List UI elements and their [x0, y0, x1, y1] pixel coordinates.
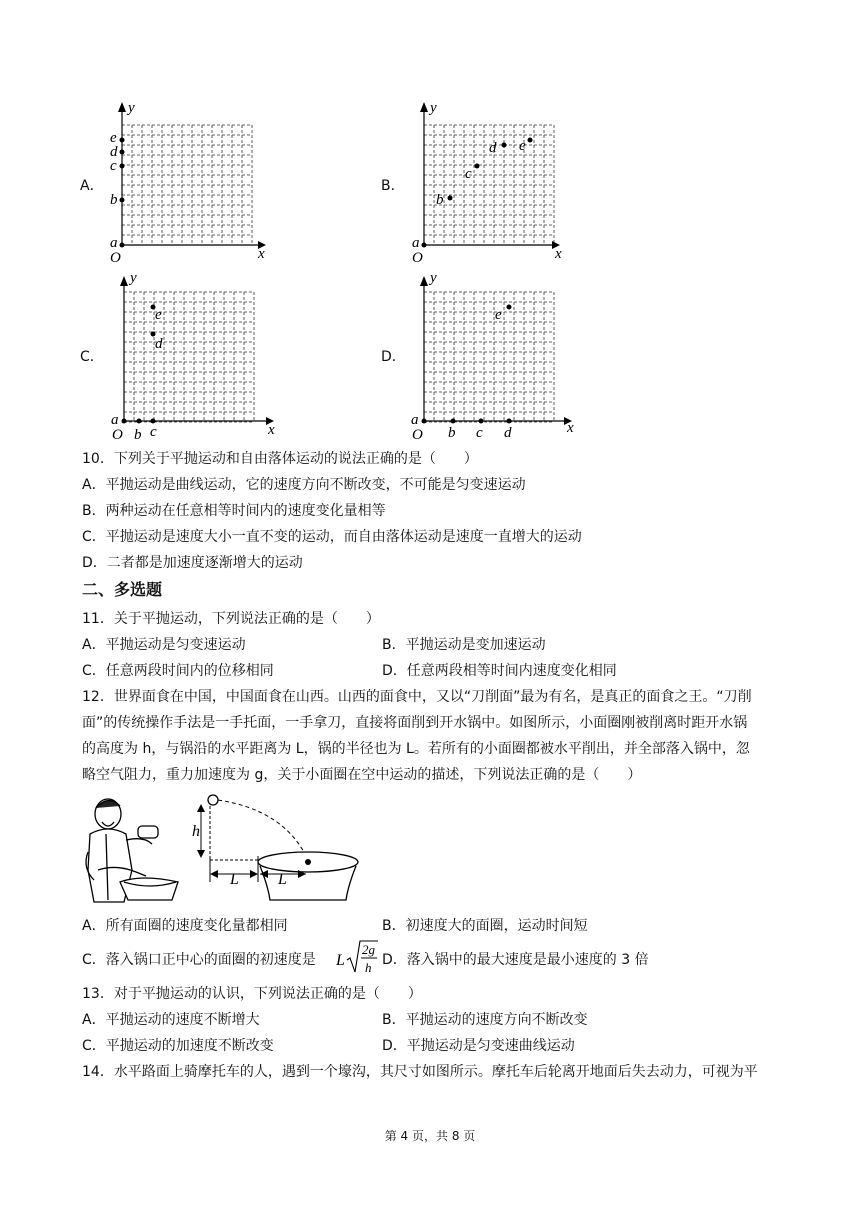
point-b [120, 198, 125, 203]
point-c-label: c [110, 158, 117, 174]
point-c-label: c [476, 425, 483, 441]
graph-d [402, 270, 584, 442]
point-e-label: e [110, 130, 117, 146]
option-c-label: C． [80, 349, 104, 365]
point-d [120, 150, 125, 155]
noodle-figure [80, 790, 365, 910]
origin-label: O [412, 250, 423, 266]
page-footer: 第 4 页，共 8 页 [384, 1129, 476, 1143]
y-axis-label: y [128, 100, 135, 116]
q13-option-d: D．平抛运动是匀变速曲线运动 [382, 1038, 575, 1054]
point-a [120, 243, 125, 248]
x-axis-label: x [258, 246, 265, 262]
q11-option-c: C．任意两段时间内的位移相同 [82, 663, 274, 679]
point-b-label: b [436, 192, 444, 208]
distance-label-1: L [230, 871, 239, 888]
graph-a [100, 100, 280, 270]
q13-option-c: C．平抛运动的加速度不断改变 [82, 1038, 274, 1054]
q11-option-b: B．平抛运动是变加速运动 [382, 637, 546, 653]
q12-option-d: D．落入锅中的最大速度是最小速度的 3 倍 [382, 952, 649, 968]
point-e [528, 138, 533, 143]
point-a-label: a [412, 235, 420, 251]
x-axis-label: x [555, 246, 562, 262]
q12-option-c-text: C．落入锅口正中心的面圈的初速度是 [82, 952, 316, 968]
point-a [122, 419, 127, 424]
sqrt-denominator: h [365, 960, 372, 975]
option-a-label: A． [80, 178, 104, 194]
height-label: h [192, 823, 200, 840]
point-c-label: c [150, 424, 157, 440]
section-heading: 二、多选题 [82, 580, 163, 599]
q13-option-a: A．平抛运动的速度不断增大 [82, 1012, 260, 1028]
sqrt-coefficient: L [336, 952, 345, 969]
point-c [479, 419, 484, 424]
point-b-label: b [110, 192, 118, 208]
y-axis-label: y [130, 270, 137, 286]
graph-c [104, 270, 284, 442]
point-c-label: c [465, 166, 472, 182]
q11-option-a: A．平抛运动是匀变速运动 [82, 637, 246, 653]
y-axis-label: y [430, 270, 437, 286]
point-d-label: d [504, 425, 512, 441]
chef-illustration [86, 799, 178, 902]
point-c [475, 164, 480, 169]
q12-option-b: B．初速度大的面圈，运动时间短 [382, 918, 588, 934]
q14-line-1: 14．水平路面上骑摩托车的人，遇到一个壕沟，其尺寸如图所示。摩托车后轮离开地面后失去动力，可视为平 [82, 1064, 758, 1080]
pot-center [305, 859, 311, 865]
q10-option-a: A．平抛运动是曲线运动，它的速度方向不断改变，不可能是匀变速运动 [82, 477, 526, 493]
q12-line-2: 面”的传统操作手法是一手托面，一手拿刀，直接将面削到开水锅中。如图所示，小面圈刚被削离时距开水锅 [82, 715, 748, 731]
point-e-label: e [495, 307, 502, 323]
point-c [120, 164, 125, 169]
point-d-label: d [155, 336, 163, 352]
option-d-label: D． [381, 349, 406, 365]
trajectory-path [218, 800, 308, 860]
point-a-label: a [111, 412, 119, 428]
point-e-label: e [155, 307, 162, 323]
sqrt-numerator: 2g [362, 942, 375, 957]
point-a-label: a [411, 412, 419, 428]
point-d [507, 419, 512, 424]
point-d-label: d [489, 140, 497, 156]
point-a [422, 243, 427, 248]
q13-option-b: B．平抛运动的速度方向不断改变 [382, 1012, 588, 1028]
q13-stem: 13．对于平抛运动的认识，下列说法正确的是（ ） [82, 986, 422, 1002]
point-e [120, 138, 125, 143]
sqrt-expression [336, 938, 380, 978]
x-axis-label: x [567, 420, 574, 436]
q11-option-d: D．任意两段相等时间内速度变化相同 [382, 663, 617, 679]
q11-stem: 11．关于平抛运动，下列说法正确的是（ ） [82, 611, 380, 627]
q12-line-1: 12．世界面食在中国，中国面食在山西。山西的面食中，又以“刀削面”最为有名，是真正的面食之王。“刀削 [82, 689, 752, 705]
point-c [151, 419, 156, 424]
option-b-label: B． [381, 178, 405, 194]
point-e-label: e [519, 138, 526, 154]
point-b-label: b [134, 427, 142, 442]
point-d [502, 143, 507, 148]
point-d-label: d [110, 144, 118, 160]
q10-stem: 10．下列关于平抛运动和自由落体运动的说法正确的是（ ） [82, 451, 478, 467]
origin-label: O [112, 427, 123, 442]
origin-label: O [412, 427, 423, 442]
q12-line-3: 的高度为 h，与锅沿的水平距离为 L，锅的半径也为 L。若所有的小面圈都被水平削出，并全部落入锅中，忽 [82, 741, 750, 757]
origin-label: O [110, 250, 121, 266]
point-e [507, 305, 512, 310]
q10-option-c: C．平抛运动是速度大小一直不变的运动，而自由落体运动是速度一直增大的运动 [82, 529, 582, 545]
point-b [137, 419, 142, 424]
q10-option-d: D．二者都是加速度逐渐增大的运动 [82, 555, 303, 571]
q10-option-b: B．两种运动在任意相等时间内的速度变化量相等 [82, 503, 386, 519]
point-b [451, 419, 456, 424]
point-b [448, 196, 453, 201]
x-axis-label: x [268, 422, 275, 438]
point-a [422, 419, 427, 424]
graph-b [402, 100, 582, 270]
point-b-label: b [448, 425, 456, 441]
q12-option-c [82, 950, 316, 970]
noodle-start [208, 795, 218, 805]
q12-option-a: A．所有面圈的速度变化量都相同 [82, 918, 288, 934]
point-a-label: a [110, 235, 118, 251]
y-axis-label: y [430, 100, 437, 116]
q12-line-4: 略空气阻力，重力加速度为 g，关于小面圈在空中运动的描述，下列说法正确的是（ ） [82, 767, 642, 783]
distance-label-2: L [278, 871, 287, 888]
